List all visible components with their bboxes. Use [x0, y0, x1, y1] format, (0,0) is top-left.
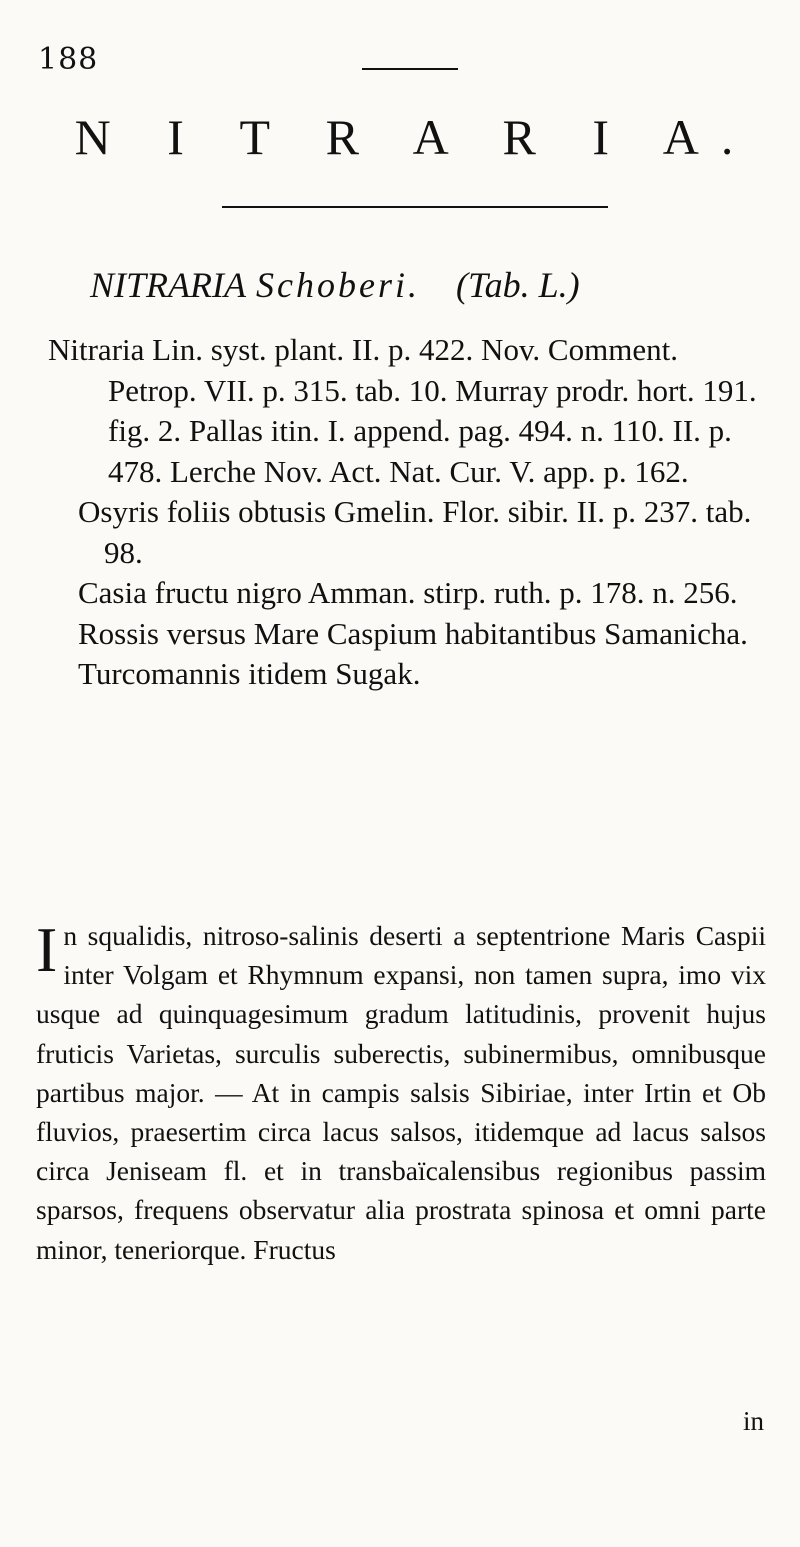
synonym-entry: Casia fructu nigro Amman. stirp. ruth. p. 178. n. 256. — [78, 575, 738, 610]
drop-cap: I — [36, 914, 58, 985]
synonym-entry: Rossis versus Mare Caspium habitantibus Samanicha. — [78, 615, 748, 651]
synonym-entry: Turcomannis itidem Sugak. — [78, 656, 421, 691]
title-rule — [222, 206, 608, 208]
plate-reference: (Tab. L.) — [455, 265, 580, 305]
species-genus: NITRARIA — [90, 265, 246, 305]
description-paragraph — [36, 916, 766, 1269]
header-rule — [362, 68, 458, 70]
description-text: n squalidis, nitroso-salinis deserti a septentrione Maris Caspii inter Volgam et Rhymnum expansi, non tamen supra, imo vix usque ad quinquagesimum gradum latitudinis, provenit hujus fruticis Varietas, surculis suberectis, subinermibus, omnibusque partibus major. — At in campis salsis Sibiriae, inter Irtin et Ob fluvios, praesertim circa lacus salsos, itidemque ad lacus salsos circa Jeniseam fl. et in transbaïcalensibus regionibus passim sparsos, frequens observatur alia prostrata spinosa et omni parte minor, teneriorque. Fructus — [36, 920, 766, 1265]
genus-title: N I T R A R I A. — [74, 109, 756, 165]
catchword: in — [742, 1406, 764, 1436]
synonymy-block — [48, 330, 770, 695]
synonym-entry: Nitraria Lin. syst. plant. II. p. 422. Nov. Comment. Petrop. VII. p. 315. tab. 10. Murray prodr. hort. 191. fig. 2. Pallas itin. I. append. pag. 494. n. 110. II. p. 478. Lerche Nov. Act. Nat. Cur. V. app. p. 162. — [48, 332, 757, 489]
species-epithet: Schoberi. — [255, 265, 420, 305]
species-heading — [90, 264, 580, 306]
page-number: 188 — [38, 42, 99, 77]
synonym-entry: Osyris foliis obtusis Gmelin. Flor. sibir. II. p. 237. tab. 98. — [78, 494, 752, 570]
